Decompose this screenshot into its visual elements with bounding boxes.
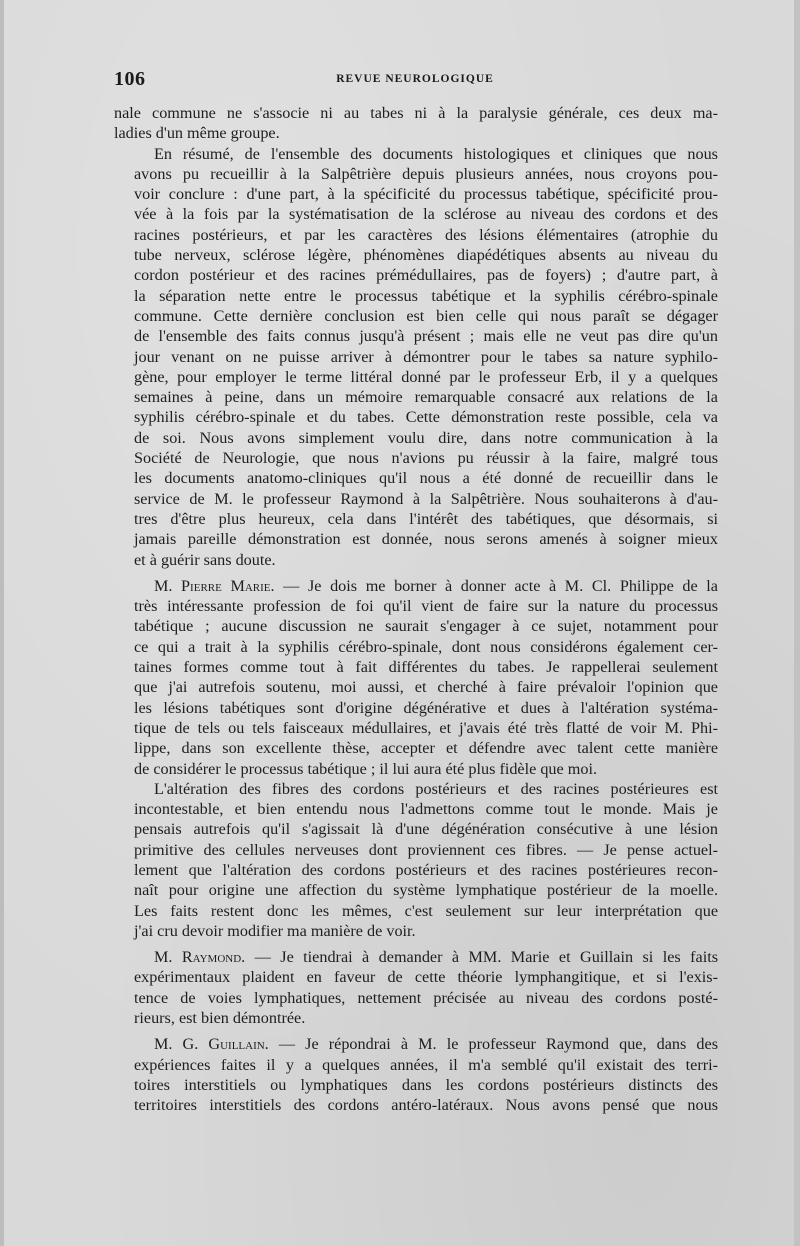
text-line: territoires interstitiels des cordons antéro-latéraux. Nous avons pensé que nous xyxy=(134,1096,718,1115)
text-line: les documents anatomo-cliniques qu'il nous a été donné de recueillir dans le xyxy=(134,469,718,488)
text-line: vée à la fois par la systématisation de la sclérose au niveau des cordons et des xyxy=(134,205,718,224)
text-segment: — Je tiendrai à demander à MM. Marie et Guillain si les faits xyxy=(245,948,718,967)
text-line: primitive des cellules nerveuses dont proviennent ces fibres. — Je pense actuel- xyxy=(134,840,718,859)
text-line: j'ai cru devoir modifier ma manière de voir. xyxy=(134,921,416,940)
paragraph-continuation xyxy=(114,103,718,144)
text-line: nale commune ne s'associe ni au tabes ni à la paralysie générale, ces deux ma- xyxy=(114,104,718,122)
text-line: voir conclure : d'une part, à la spécificité du processus tabétique, spécificité prou- xyxy=(134,185,718,204)
text-line: En résumé, de l'ensemble des documents histologiques et cliniques que nous xyxy=(154,144,718,163)
paragraph-guillain xyxy=(114,1034,718,1115)
text-line: de l'ensemble des faits connus jusqu'à présent ; mais elle ne veut pas dire qu'un xyxy=(134,327,718,346)
text-line: tube nerveux, sclérose légère, phénomènes diapédétiques absents au niveau du xyxy=(134,246,718,265)
text-line: lippe, dans son excellente thèse, accepter et défendre avec talent cette manière xyxy=(134,739,718,758)
page-number: 106 xyxy=(114,68,146,90)
text-line: taines formes comme tout à fait différentes du tabes. Je rappellerai seulement xyxy=(134,658,718,677)
text-line: de soi. Nous avons simplement voulu dire, dans notre communication à la xyxy=(134,428,718,447)
paragraph-summary xyxy=(114,144,718,570)
text-line: jour venant on ne puisse arriver à démontrer pour le tabes sa nature syphilo- xyxy=(134,347,718,366)
paragraph-alteration xyxy=(114,779,718,941)
text-line: jamais pareille démonstration est donnée, nous serons amenés à soigner mieux xyxy=(134,530,718,549)
text-line: expériences faites il y a quelques années, il m'a semblé qu'il existait des terri- xyxy=(134,1055,718,1074)
text-line: rieurs, est bien démontrée. xyxy=(134,1009,306,1028)
text-segment: — Je dois me borner à donner acte à M. Cl. Philippe de la xyxy=(274,576,718,595)
speaker-name: M. Raymond. xyxy=(154,948,246,967)
page-header xyxy=(112,68,718,92)
text-line: expérimentaux plaident en faveur de cette théorie lymphangitique, et si l'exis- xyxy=(134,968,718,987)
text-line: syphilis cérébro-spinale et du tabes. Cette démonstration reste possible, cela va xyxy=(134,408,718,427)
text-line: tique de tels ou tels faisceaux médullaires, et j'avais été très flatté de voir M. Phi- xyxy=(134,718,718,737)
speaker-name: M. G. Guillain. xyxy=(154,1035,269,1054)
text-line: L'altération des fibres des cordons postérieurs et des racines postérieures est xyxy=(154,779,718,798)
text-line xyxy=(114,1034,718,1054)
text-line: tabétique ; aucune discussion ne saurait s'engager à ce sujet, notamment pour xyxy=(134,617,718,636)
text-segment: — Je répondrai à M. le professeur Raymond que, dans des xyxy=(268,1035,718,1054)
text-line: gène, pour employer le terme littéral donné par le professeur Erb, il y a quelques xyxy=(134,367,718,386)
text-line: Société de Neurologie, que nous n'avions pu réussir à la faire, malgré tous xyxy=(134,449,718,468)
paragraph-pierre-marie xyxy=(114,576,718,779)
text-line: semaines à peine, dans un mémoire remarquable consacré aux relations de la xyxy=(134,388,718,407)
running-head: REVUE NEUROLOGIQUE xyxy=(336,73,494,85)
text-line: la séparation nette entre le processus tabétique et la syphilis cérébro-spinale xyxy=(134,286,718,305)
body-text xyxy=(114,103,718,1116)
text-line: ladies d'un même groupe. xyxy=(114,124,280,143)
text-line: les lésions tabétiques sont d'origine dégénérative et dues à l'altération systéma- xyxy=(134,698,718,717)
text-line xyxy=(114,947,718,967)
text-line: incontestable, et bien entendu nous l'admettons comme tout le monde. Mais je xyxy=(134,800,718,819)
page-right-edge xyxy=(794,0,800,1246)
page-left-edge xyxy=(0,0,4,1246)
text-line: que j'ai autrefois soutenu, moi aussi, et cherché à faire prévaloir l'opinion que xyxy=(134,678,718,697)
text-line: service de M. le professeur Raymond à la Salpêtrière. Nous souhaiterons à d'au- xyxy=(134,489,718,508)
text-line: racines postérieurs, et par les caractères des lésions élémentaires (atrophie du xyxy=(134,225,718,244)
text-line: cordon postérieur et des racines prémédullaires, pas de foyers) ; d'autre part, à xyxy=(134,266,718,285)
text-line: tres d'être plus heureux, cela dans l'intérêt des tabétiques, que désormais, si xyxy=(134,509,718,528)
text-line: Les faits restent donc les mêmes, c'est seulement sur leur interprétation que xyxy=(134,901,718,920)
text-line: naît pour origine une affection du système lymphatique postérieur de la moelle. xyxy=(134,881,718,900)
text-line: commune. Cette dernière conclusion est bien celle qui nous paraît se dégager xyxy=(134,306,718,325)
text-line: ce qui a trait à la syphilis cérébro-spinale, dont nous considérons également cer- xyxy=(134,637,718,656)
text-line: et à guérir sans doute. xyxy=(134,550,276,569)
text-line: toires interstitiels ou lymphatiques dans les cordons postérieurs distincts des xyxy=(134,1075,718,1094)
text-line: tence de voies lymphatiques, nettement précisée au niveau des cordons posté- xyxy=(134,988,718,1007)
text-line: lement que l'altération des cordons postérieurs et des racines postérieures recon- xyxy=(134,860,718,879)
text-line: très intéressante profession de foi qu'il vient de faire sur la nature du processus xyxy=(134,597,718,616)
speaker-name: M. Pierre Marie. xyxy=(154,576,275,595)
text-line: avons pu recueillir à la Salpêtrière depuis plusieurs années, nous croyons pou- xyxy=(134,164,718,183)
text-line: de considérer le processus tabétique ; il lui aura été plus fidèle que moi. xyxy=(134,759,597,778)
text-line: pensais autrefois qu'il s'agissait là d'une dégénération consécutive à une lésion xyxy=(134,820,718,839)
text-line xyxy=(114,576,718,596)
paragraph-raymond xyxy=(114,947,718,1028)
